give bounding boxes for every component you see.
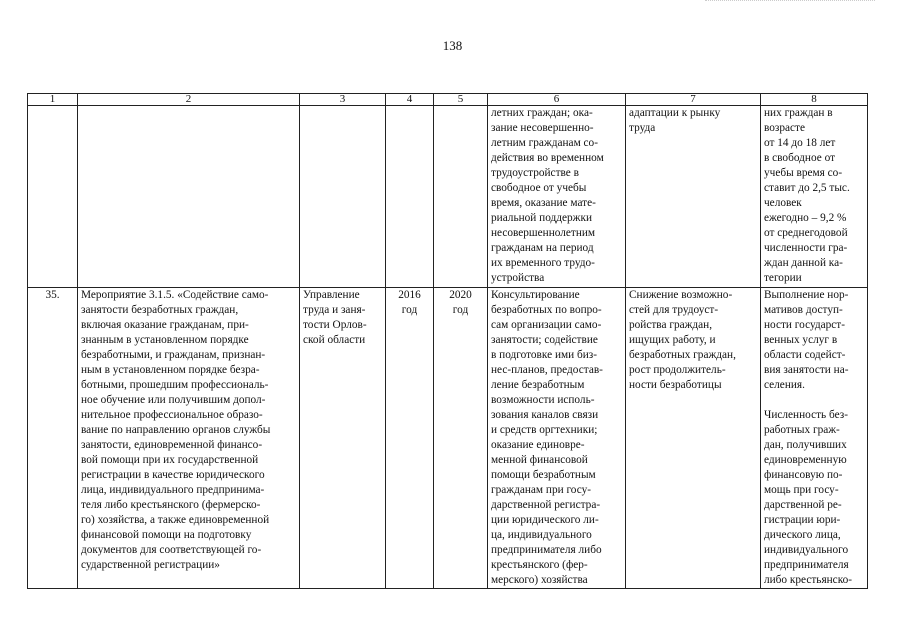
page-number: 138 (442, 38, 463, 53)
cell-content: Консультирование безработных по вопро- сам организации само- занятости; содействие в подготовке ими биз- нес-планов, предостав- ление безработным возможности исполь- зования каналов связи и средств оргтехники; оказание единовре- менной финансовой помощи безработным гражданам при госу- дарственной регистра- ции юридического ли- ца, индивидуального предпринимателя либо крестьянского (фер- мерского) хозяйства (488, 288, 626, 589)
header-row (28, 94, 868, 106)
header-cell: 6 (488, 94, 626, 106)
cell-executor (300, 106, 386, 288)
scan-artifact (705, 0, 875, 4)
cell-activity (78, 106, 300, 288)
cell-executor: Управление труда и заня- тости Орлов- ской области (300, 288, 386, 589)
header-cell: 2 (78, 94, 300, 106)
header-cell: 8 (761, 94, 868, 106)
cell-activity: Мероприятие 3.1.5. «Содействие само- занятости безработных граждан, включая оказание гражданам, при- знанным в установленном порядке безработными, и гражданам, признан- ным в установленном порядке безра- ботными, прошедшим профессиональ- ное обучение или получившим допол- нительное профессиональное образо- вание по направлению органов службы занятости, единовременной финансо- вой помощи при их государственной регистрации в качестве юридического лица, индивидуального предпринима- теля либо крестьянского (фермерско- го) хозяйства, а также единовременной финансовой помощи на подготовку документов для соответствующей го- сударственной регистрации» (78, 288, 300, 589)
header-cell: 1 (28, 94, 78, 106)
cell-number (28, 106, 78, 288)
cell-start-year (386, 106, 434, 288)
program-table (27, 93, 868, 589)
table-row-continuation (28, 106, 868, 288)
header-cell: 4 (386, 94, 434, 106)
cell-result: них граждан в возрасте от 14 до 18 лет в свободное от учебы время со- ставит до 2,5 тыс. человек ежегодно – 9,2 % от среднегодовой численности гра- ждан данной ка- тегории (761, 106, 868, 288)
cell-end-year: 2020 год (434, 288, 488, 589)
table-row-35 (28, 288, 868, 589)
cell-content: летних граждан; ока- зание несовершенно- летним гражданам со- действия во временном трудоустройстве в свободное от учебы время, оказание мате- риальной поддержки несовершеннолетним гражданам на период их временного трудо- устройства (488, 106, 626, 288)
cell-end-year (434, 106, 488, 288)
header-cell: 3 (300, 94, 386, 106)
header-cell: 7 (626, 94, 761, 106)
cell-consequences: адаптации к рынку труда (626, 106, 761, 288)
header-cell: 5 (434, 94, 488, 106)
cell-consequences: Снижение возможно- стей для трудоуст- ройства граждан, ищущих работу, и безработных граждан, рост продолжитель- ности безработицы (626, 288, 761, 589)
cell-number: 35. (28, 288, 78, 589)
cell-start-year: 2016 год (386, 288, 434, 589)
cell-result: Выполнение нор- мативов доступ- ности государст- венных услуг в области содейст- вия занятости на- селения. Численность без- работных граж- дан, получивших единовременную финансовую по- мощь при госу- дарственной ре- гистрации юри- дического лица, индивидуального предпринимателя либо крестьянско- (761, 288, 868, 589)
